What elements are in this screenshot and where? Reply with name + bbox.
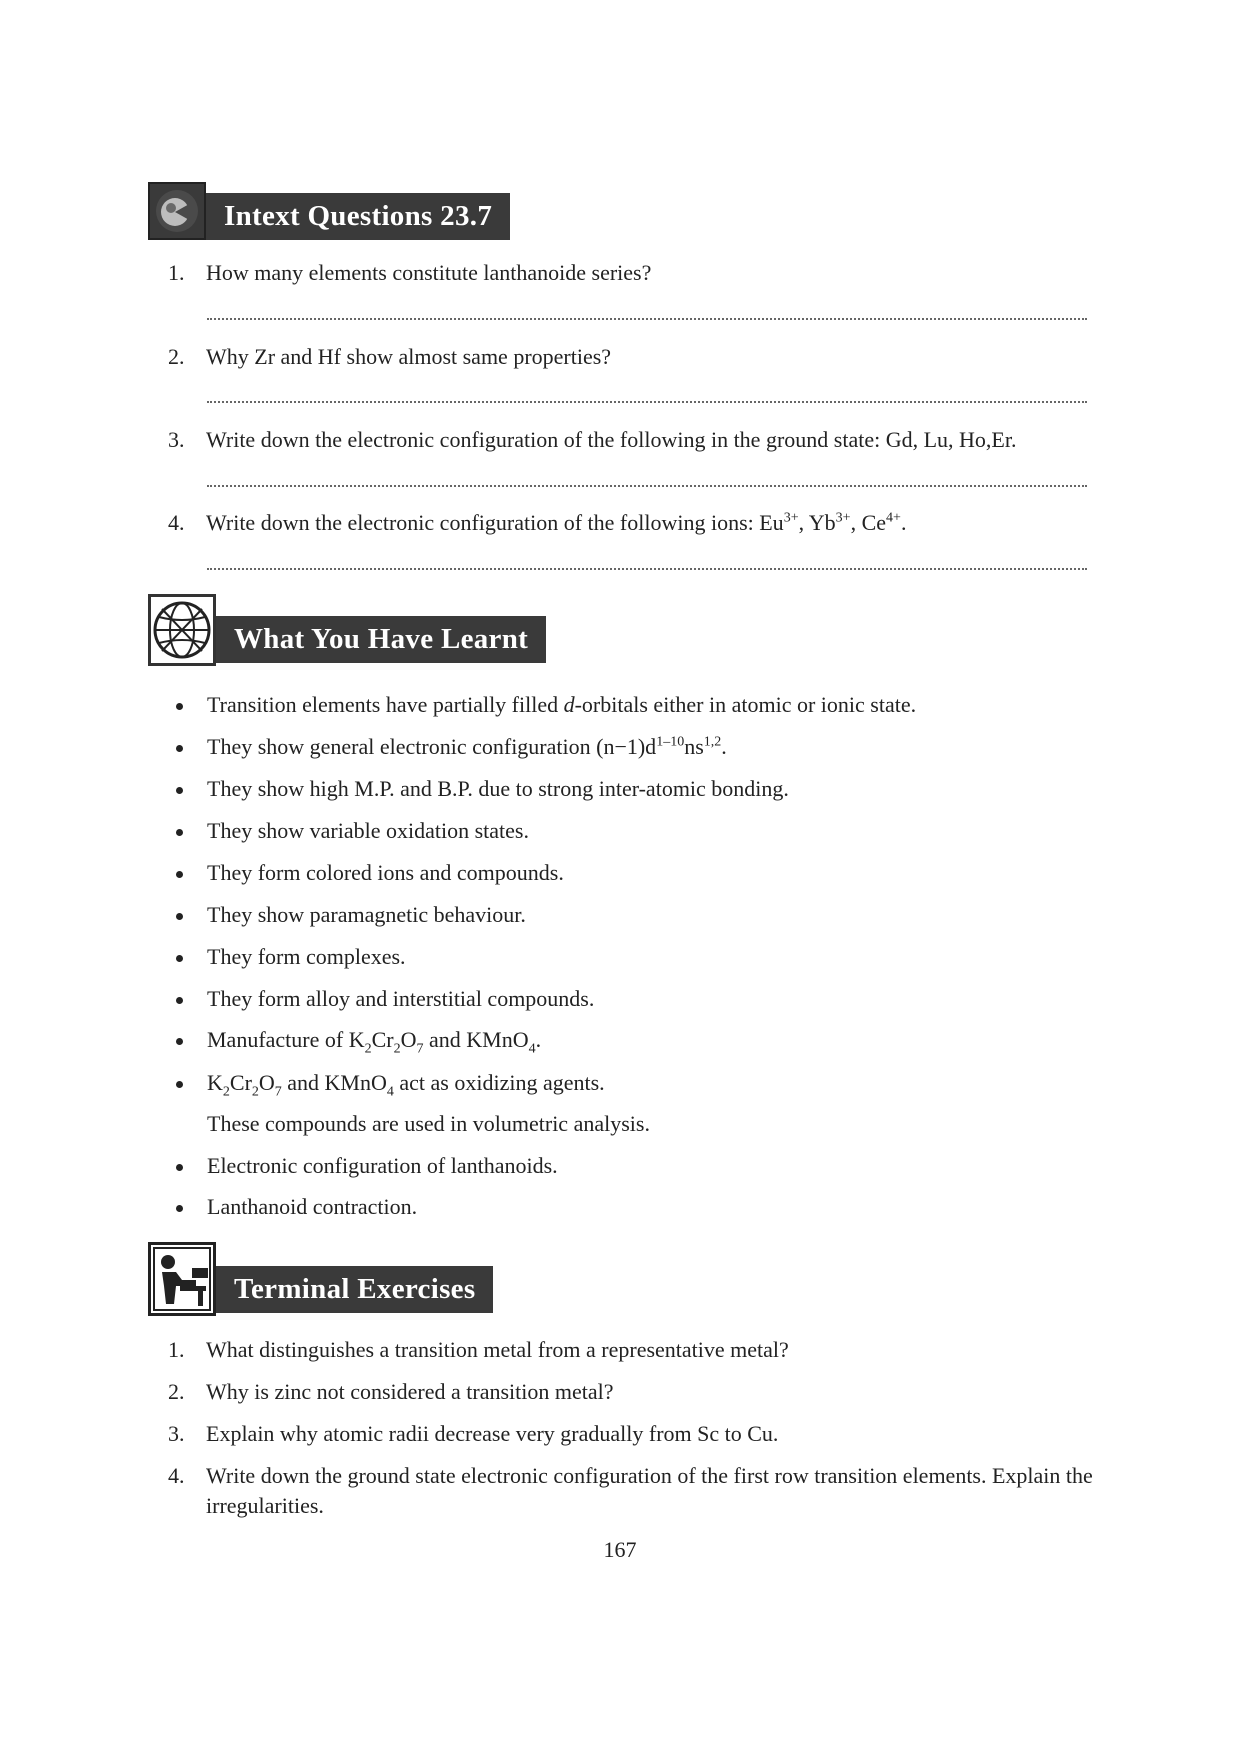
bullet-dot — [176, 829, 183, 836]
bullet-text: They form alloy and interstitial compounds. — [207, 986, 595, 1011]
intext-questions-title: Intext Questions 23.7 — [206, 193, 510, 240]
question-text: Write down the ground state electronic configuration of the first row transition elements. Explain the irregularities. — [206, 1463, 1093, 1518]
question-text: Explain why atomic radii decrease very gradually from Sc to Cu. — [206, 1421, 779, 1446]
bullet-dot — [176, 955, 183, 962]
bullet-text: They show general electronic configuration $(n-1)d^{1-10}ns^{1,2}$. — [207, 734, 727, 759]
bullet-dot — [176, 1081, 183, 1088]
bullet-dot — [176, 997, 183, 1004]
bullet-text: They show high M.P. and B.P. due to strong inter-atomic bonding. — [207, 776, 789, 801]
bullet-dot — [176, 1205, 183, 1212]
question-number: 2. — [168, 1379, 185, 1404]
question-number: 4. — [168, 1463, 185, 1488]
student-desk-icon — [148, 1242, 216, 1316]
bullet-text: Transition elements have partially filled d-orbitals either in atomic or ionic state. — [207, 692, 917, 717]
bullet-text: Manufacture of $K_2Cr_2O_7$ and KMnO$_4$. — [207, 1027, 542, 1057]
answer-line — [207, 314, 1087, 320]
question-text: How many elements constitute lanthanoide series? — [206, 260, 652, 285]
bullet-dot — [176, 1038, 183, 1045]
bullet-dot — [176, 1164, 183, 1171]
answer-line — [207, 397, 1087, 403]
bullet-text: They form colored ions and compounds. — [207, 860, 564, 885]
bullet-dot — [176, 871, 183, 878]
bullet-text: Lanthanoid contraction. — [207, 1194, 418, 1219]
bullet-text: Electronic configuration of lanthanoids. — [207, 1153, 558, 1178]
bullet-dot — [176, 913, 183, 920]
bullet-dot — [176, 787, 183, 794]
bullet-text: They form complexes. — [207, 944, 406, 969]
what-you-have-learnt-title: What You Have Learnt — [216, 616, 546, 663]
answer-line — [207, 481, 1087, 487]
intext-questions-icon — [148, 182, 206, 240]
question-text: Why is zinc not considered a transition metal? — [206, 1379, 614, 1404]
question-number: 4. — [168, 510, 185, 535]
terminal-exercises-title: Terminal Exercises — [216, 1266, 493, 1313]
question-text: Write down the electronic configuration of the following ions: $Eu^{3+}$, $Yb^{3+}$, $Ce^{4+}$. — [206, 510, 907, 535]
question-number: 1. — [168, 260, 185, 285]
question-number: 2. — [168, 344, 185, 369]
question-text: Why Zr and Hf show almost same properties? — [206, 344, 612, 369]
question-number: 3. — [168, 427, 185, 452]
bullet-dot — [176, 745, 183, 752]
page-number: 167 — [603, 1537, 637, 1562]
question-text: Write down the electronic configuration of the following in the ground state: Gd, Lu, Ho,Er. — [206, 427, 1017, 452]
question-number: 3. — [168, 1421, 185, 1446]
globe-icon — [148, 594, 216, 666]
answer-line — [207, 564, 1087, 570]
bullet-text: They show paramagnetic behaviour. — [207, 902, 526, 927]
learnt-bullet-10-continuation: These compounds are used in volumetric analysis. — [207, 1111, 650, 1136]
bullet-text: $K_2Cr_2O_7$ and KMnO$_4$ act as oxidizing agents. — [207, 1070, 605, 1100]
bullet-text: They show variable oxidation states. — [207, 818, 529, 843]
bullet-dot — [176, 703, 183, 710]
question-number: 1. — [168, 1337, 185, 1362]
question-text: What distinguishes a transition metal from a representative metal? — [206, 1337, 789, 1362]
